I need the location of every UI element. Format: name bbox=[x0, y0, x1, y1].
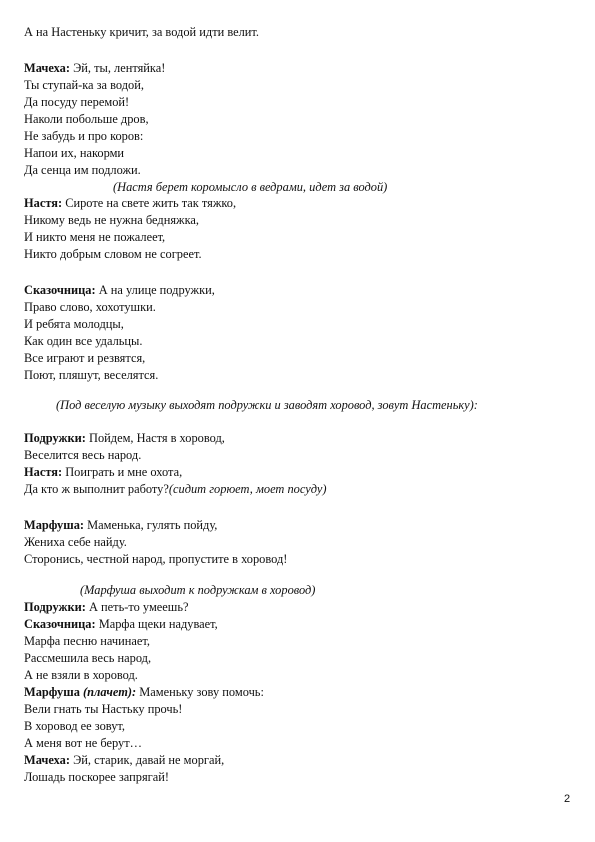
verse-line: Не забудь и про коров: bbox=[24, 129, 144, 143]
verse-line: Веселится весь народ. bbox=[24, 448, 142, 462]
verse-line: Рассмешила весь народ, bbox=[24, 651, 152, 665]
stage-direction: (сидит горюет, моет посуду) bbox=[168, 482, 327, 496]
speaker-name: Настя: bbox=[24, 465, 63, 479]
speaker-name: Подружки: bbox=[24, 431, 86, 445]
stage-direction: (Марфуша выходит к подружкам в хоровод) bbox=[80, 583, 316, 597]
verse-line: Марфа песню начинает, bbox=[24, 634, 150, 648]
dialogue-line: Мачеха: Эй, ты, лентяйка! bbox=[24, 61, 166, 75]
speaker-name: Сказочница: bbox=[24, 617, 96, 631]
verse-line: А меня вот не берут… bbox=[24, 736, 143, 750]
verse-line: Сторонись, честной народ, пропустите в хоровод! bbox=[24, 552, 288, 566]
dialogue-line: Марфуша: Маменька, гулять пойду, bbox=[24, 518, 218, 532]
verse-line: Как один все удальцы. bbox=[24, 334, 143, 348]
dialogue-line: Сказочница: А на улице подружки, bbox=[24, 283, 215, 297]
dialogue-line: Марфуша (плачет): Маменьку зову помочь: bbox=[24, 685, 264, 699]
narration-line: А на Настеньку кричит, за водой идти велит. bbox=[24, 25, 260, 39]
verse-line: А не взяли в хоровод. bbox=[24, 668, 138, 682]
verse-line: Лошадь поскорее запрягай! bbox=[24, 770, 169, 784]
dialogue-line: Настя: Сироте на свете жить так тяжко, bbox=[24, 196, 237, 210]
verse-line: Напои их, накорми bbox=[24, 146, 125, 160]
verse-line: Все играют и резвятся, bbox=[24, 351, 146, 365]
speaker-name: Мачеха: bbox=[24, 61, 70, 75]
verse-line: Ты ступай-ка за водой, bbox=[24, 78, 144, 92]
speaker-name: Подружки: bbox=[24, 600, 86, 614]
speaker-note: (плачет): bbox=[79, 685, 137, 699]
verse-line: В хоровод ее зовут, bbox=[24, 719, 125, 733]
dialogue-line: Мачеха: Эй, старик, давай не моргай, bbox=[24, 753, 225, 767]
dialogue-line: Настя: Поиграть и мне охота, bbox=[24, 465, 183, 479]
speaker-name: Марфуша bbox=[24, 685, 80, 699]
verse-line: Да сенца им подложи. bbox=[24, 163, 141, 177]
verse-line: И никто меня не пожалеет, bbox=[24, 230, 166, 244]
verse-line: Никто добрым словом не согреет. bbox=[24, 247, 202, 261]
verse-line: Жениха себе найду. bbox=[24, 535, 127, 549]
verse-line: И ребята молодцы, bbox=[24, 317, 124, 331]
verse-line: Да посуду перемой! bbox=[24, 95, 130, 109]
dialogue-line: Подружки: А петь-то умеешь? bbox=[24, 600, 189, 614]
verse-line: Право слово, хохотушки. bbox=[24, 300, 156, 314]
page-number: 2 bbox=[564, 793, 571, 805]
verse-line: Поют, пляшут, веселятся. bbox=[24, 368, 159, 382]
verse-line: Да кто ж выполнит работу?(сидит горюет, моет посуду) bbox=[24, 482, 327, 496]
speaker-name: Сказочница: bbox=[24, 283, 96, 297]
stage-direction: (Настя берет коромысло в ведрами, идет за водой) bbox=[113, 180, 388, 194]
dialogue-line: Сказочница: Марфа щеки надувает, bbox=[24, 617, 218, 631]
verse-line: Вели гнать ты Настьку прочь! bbox=[24, 702, 183, 716]
verse-line: Наколи побольше дров, bbox=[24, 112, 149, 126]
speaker-name: Мачеха: bbox=[24, 753, 70, 767]
stage-direction: (Под веселую музыку выходят подружки и заводят хоровод, зовут Настеньку): bbox=[56, 398, 478, 412]
verse-line: Никому ведь не нужна бедняжка, bbox=[24, 213, 200, 227]
speaker-name: Марфуша: bbox=[24, 518, 85, 532]
speaker-name: Настя: bbox=[24, 196, 63, 210]
dialogue-line: Подружки: Пойдем, Настя в хоровод, bbox=[24, 431, 225, 445]
